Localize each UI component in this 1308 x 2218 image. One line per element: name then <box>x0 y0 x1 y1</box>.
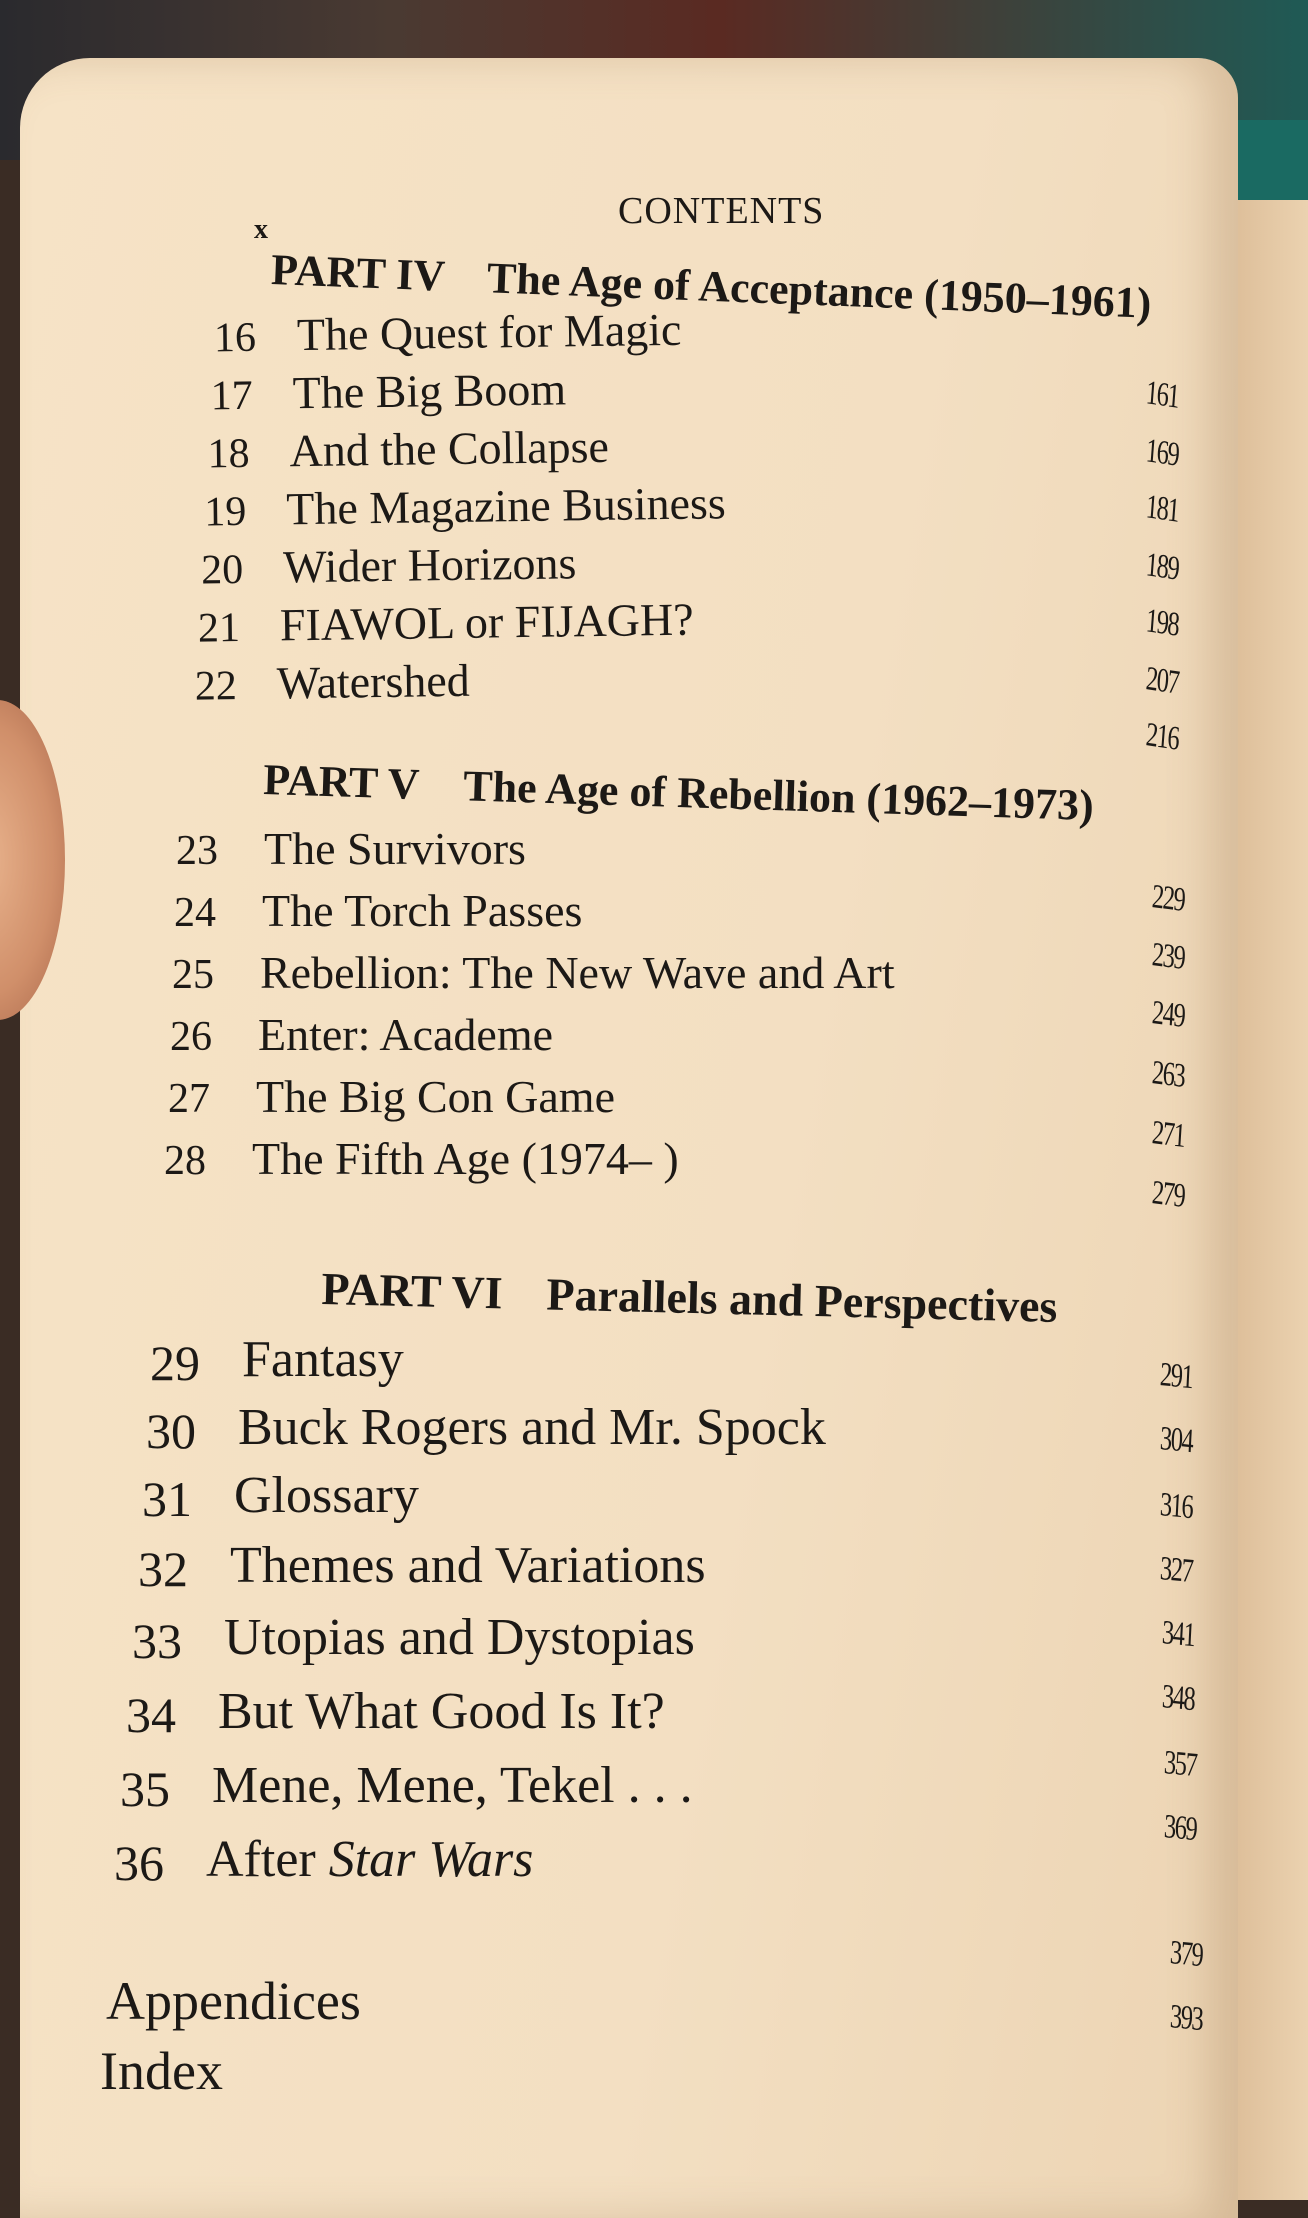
part-title: Parallels and Perspectives <box>545 1268 1059 1332</box>
page-number: 239 <box>1150 936 1186 977</box>
chapter-number: 24 <box>174 890 216 936</box>
part-title: The Age of Rebellion (1962–1973) <box>462 761 1095 831</box>
chapter-title-italic: Star Wars <box>328 1831 534 1888</box>
chapter-title: The Fifth Age (1974– ) <box>252 1133 679 1184</box>
chapter-title: Wider Horizons <box>282 537 577 593</box>
chapter-title: Mene, Mene, Tekel . . . <box>212 1757 693 1814</box>
page-number: 357 <box>1163 1744 1198 1785</box>
chapter-number: 31 <box>142 1471 192 1527</box>
page-number: 291 <box>1159 1356 1194 1397</box>
page-number: 161 <box>1144 374 1180 416</box>
part-title: The Age of Acceptance (1950–1961) <box>486 253 1153 328</box>
book-page <box>20 58 1238 2218</box>
chapter-title: But What Good Is It? <box>218 1683 665 1740</box>
chapter-title: Glossary <box>234 1467 419 1524</box>
page-number: 263 <box>1150 1054 1186 1095</box>
chapter-number: 27 <box>168 1076 210 1122</box>
page-number: 229 <box>1150 878 1186 919</box>
chapter-number: 35 <box>120 1761 170 1817</box>
page-number: 369 <box>1163 1808 1198 1849</box>
chapter-title: Rebellion: The New Wave and Art <box>260 947 895 998</box>
chapter-number: 29 <box>150 1335 200 1391</box>
page-number: 393 <box>1169 1998 1204 2039</box>
chapter-title: Watershed <box>276 654 471 709</box>
chapter-title: The Quest for Magic <box>296 303 682 361</box>
chapter-number: 17 <box>210 372 254 420</box>
chapter-number: 30 <box>146 1403 196 1459</box>
page-number: 379 <box>1169 1934 1204 1975</box>
page-number: 348 <box>1161 1678 1196 1719</box>
chapter-title: Utopias and Dystopias <box>224 1609 695 1666</box>
chapter-number: 21 <box>197 604 241 652</box>
chapter-title: Enter: Academe <box>258 1009 554 1060</box>
part-label: PART IV <box>270 245 447 301</box>
chapter-title: FIAWOL or FIJAGH? <box>279 593 694 651</box>
page-number: 327 <box>1159 1550 1194 1591</box>
page-number: 271 <box>1150 1114 1186 1155</box>
chapter-number: 34 <box>126 1687 176 1743</box>
page-number: 181 <box>1144 488 1180 530</box>
page-number: 207 <box>1144 660 1180 702</box>
chapter-number: 22 <box>194 663 238 710</box>
page-folio: x <box>254 214 268 245</box>
chapter-title: Fantasy <box>242 1331 404 1388</box>
chapter-number: 33 <box>132 1613 182 1669</box>
chapter-number: 26 <box>170 1014 212 1060</box>
chapter-title <box>206 1831 534 1888</box>
page-number: 304 <box>1159 1420 1194 1461</box>
page-number: 216 <box>1144 716 1180 758</box>
chapter-title: Themes and Variations <box>230 1537 706 1594</box>
page-number: 316 <box>1159 1486 1194 1527</box>
chapter-number: 20 <box>200 546 244 594</box>
appendices-entry: Appendices <box>106 1971 361 2031</box>
chapter-number: 19 <box>204 488 247 536</box>
part-label: PART V <box>262 755 421 809</box>
part-vi-header <box>320 1263 1059 1332</box>
chapter-title: The Big Boom <box>292 363 567 419</box>
page-number: 169 <box>1144 432 1180 474</box>
chapter-title-prefix: After <box>206 1831 329 1888</box>
chapter-title: And the Collapse <box>289 420 610 477</box>
chapter-number: 16 <box>213 314 257 362</box>
chapter-number: 25 <box>172 952 214 998</box>
chapter-number: 23 <box>176 828 218 874</box>
chapter-title: The Magazine Business <box>285 477 727 535</box>
chapter-title: The Torch Passes <box>262 885 583 936</box>
chapter-title: Buck Rogers and Mr. Spock <box>238 1399 826 1456</box>
page-number: 189 <box>1144 546 1180 588</box>
contents-heading: CONTENTS <box>618 190 825 232</box>
part-label: PART VI <box>320 1263 504 1319</box>
page-number: 279 <box>1150 1174 1186 1215</box>
page-number: 341 <box>1161 1614 1196 1655</box>
chapter-number: 18 <box>207 430 250 478</box>
chapter-number: 28 <box>164 1138 206 1184</box>
chapter-title: The Big Con Game <box>256 1071 615 1122</box>
chapter-number: 32 <box>138 1541 188 1597</box>
part-v-header <box>262 755 1095 831</box>
chapter-title: The Survivors <box>264 823 526 874</box>
page-number: 198 <box>1144 602 1180 644</box>
chapter-number: 36 <box>114 1835 164 1891</box>
index-entry: Index <box>100 2041 223 2101</box>
page-number: 249 <box>1150 994 1186 1035</box>
